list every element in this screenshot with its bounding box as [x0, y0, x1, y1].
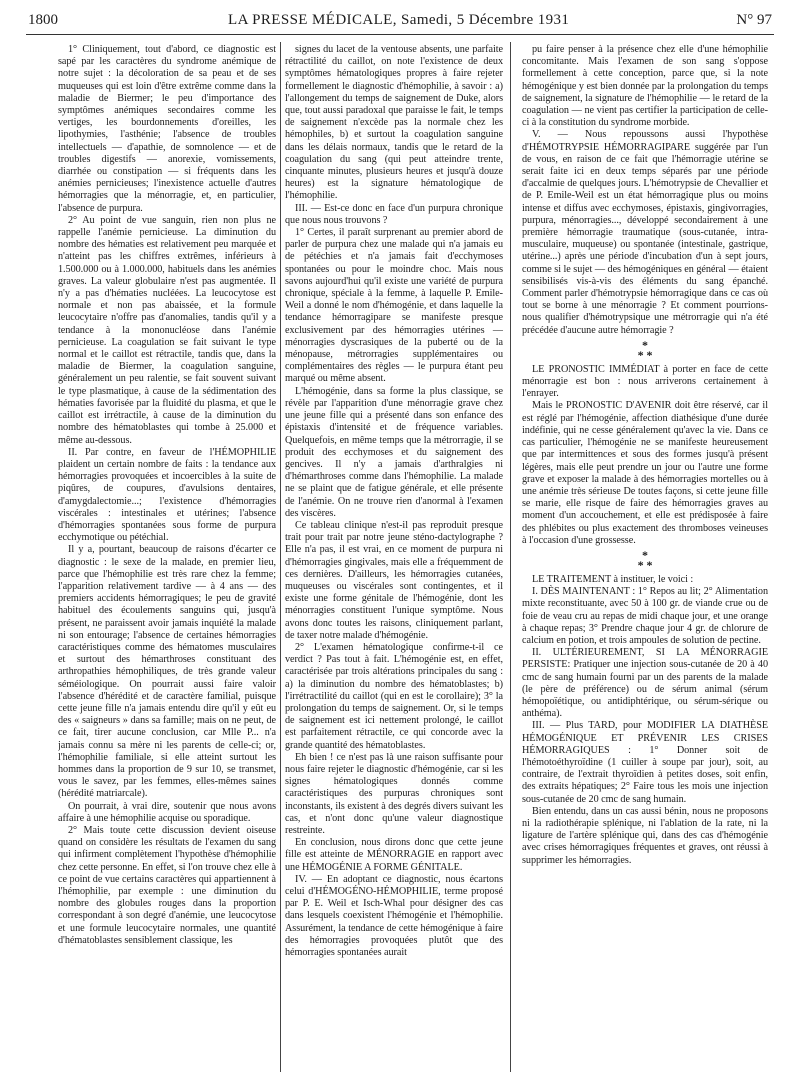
page-header — [28, 8, 772, 34]
page-number: 1800 — [28, 12, 58, 28]
paragraph: Ce tableau clinique n'est-il pas reproduit presque trait pour trait par notre jeune sténo-dactylographe ? Elle n'a pas, il est vrai, en ce moment de purpura ni d'hémorragies gingivales, mais elle a fréquemment de ces dernières. D'ailleurs, les hémorragies cutanées, muqueuses ou viscérales sont contingentes, et il existe une forme génitale de l'hémogénie, dont les ménorragies constituent l'unique symptôme. Nous avons donc toutes les raisons, cliniquement parlant, de taxer notre malade d'hémogénie. — [285, 519, 503, 641]
paragraph: On pourrait, à vrai dire, soutenir que nous avons affaire à une hémophilie acquise ou sporadique. — [58, 800, 276, 824]
column-2 — [285, 44, 503, 1074]
separator-star: * — [642, 337, 648, 352]
paragraph: II. Par contre, en faveur de l'HÉMOPHILIE plaident un certain nombre de faits : la tendance aux hémorragies provoquées et incoercibles à la suite de piqûres, de coupures, d'avulsions dentaires, d'amygdalectomie...; l'existence d'hémorragies viscérales : intestinales et utérines; l'absence d'hémorragies spontanées sous forme de purpura ecchymotique ou pétéchial. — [58, 446, 276, 544]
paragraph: pu faire penser à la présence chez elle d'une hémophilie concomitante. Mais l'examen de son sang s'oppose formellement à cette conception, parce que, si la note hémogénique y est bien donnée par la prolongation du temps de saignement, la signature de l'hémophilie — le retard de la coagulation — ne vient pas certifier la participation de celle-ci à la constitution du syndrome morbide. — [522, 44, 768, 129]
section-separator — [522, 337, 768, 362]
paragraph: IV. — En adoptant ce diagnostic, nous écartons celui d'HÉMOGÉNO-HÉMOPHILIE, terme proposé par P. E. Weil et Isch-Whal pour désigner des cas dans lesquels coexistent l'hémogénie et l'hémophilie. Assurément, la tendance de cette hémogénique à faire des hémorragies provoquées plutôt que des hémorragies spontanées aurait — [285, 873, 503, 959]
paragraph: Mais le PRONOSTIC D'AVENIR doit être réservé, car il est réglé par l'hémogénie, affection diathésique d'une durée indéfinie, qui ne cesse généralement qu'avec la vie. Dans ce cas particulier, l'hémogénie ne se manifeste heureusement que par intermittences et sous des formes jusqu'à présent légères, mais elle peut prendre un jour ou l'autre une forme grave et exposer la malade à des hémorragies mortelles ou à une anémie très sérieuse De toutes façons, si cette jeune fille se marie, elle risque de faire des hémorragies graves au moment d'un accouchement, et elle est prédisposée à faire des phlébites ou plus exactement des thromboses veineuses à l'occasion d'une grossesse. — [522, 400, 768, 546]
paragraph: 2° L'examen hématologique confirme-t-il ce verdict ? Pas tout à fait. L'hémogénie est, en effet, caractérisée par trois altérations principales du sang : a) la diminution du nombre des hématoblastes; b) l'irrétractilité du caillot (qui en est le corollaire); 3° la prolongation du temps de saignement. Or, si le temps de saignement est ici nettement prolongé, le caillot est parfaitement rétractile, ce qui concorde avec la grande quantité des hématoblastes. — [285, 641, 503, 751]
paragraph: III. — Plus TARD, pour MODIFIER LA DIATHÈSE HÉMOGÉNIQUE ET PRÉVENIR LES CRISES HÉMORRAGIQUES : 1° Donner soit de l'hémotoéthyroïdine (1 cuiller à soupe par jour), soit, au contraire, de l'extrait thyroïdien à petites doses, soit enfin, des extraits hépatiques; 2° Faire tous les mois une injection sous-cutanée de 20 cmc de sang humain. — [522, 720, 768, 805]
section-separator — [522, 547, 768, 572]
paragraph: L'hémogénie, dans sa forme la plus classique, se révèle par l'apparition d'une ménorragie grave chez une jeune fille qui a présenté dans son enfance des épistaxis d'intensité et de fréquence variables. Quelquefois, en même temps que la métrorragie, il se produit des ecchymoses et du saignement des gencives. Il n'y a jamais d'arthralgies ni d'hémarthroses comme dans l'hémophilie. La malade ne se plaint que de fatigue générale, et elle présente de l'anémie. On ne trouve rien d'anormal à l'examen des viscères. — [285, 385, 503, 519]
column-1 — [58, 44, 276, 1074]
header-rule — [26, 34, 774, 35]
paragraph: 1° Certes, il paraît surprenant au premier abord de parler de purpura chez une malade qui n'a jamais eu de pétéchies et n'a jamais fait d'ecchymoses spontanées ou pour le moindre choc. Mais nous savons aujourd'hui qu'il existe une variété de purpura chronique, spéciale à la femme, à laquelle P. Emile-Weil a donné le nom d'hémogénie, et dans laquelle la tendance hémorragipare se manifeste presque exclusivement par des hémorragies utérines — ménorragies dyscrasiques de la puberté ou de la ménopause, métrorragies supplémentaires ou complémentaires des règles — le purpura étant peu marqué ou même absent. — [285, 227, 503, 385]
paragraph: LE PRONOSTIC IMMÉDIAT à porter en face de cette ménorragie est bon : nous arriverons certainement à l'enrayer. — [522, 363, 768, 400]
separator-star: * — [642, 547, 648, 562]
column-3 — [522, 44, 768, 1074]
column-divider — [280, 42, 281, 1072]
paragraph: I. DÈS MAINTENANT : 1° Repos au lit; 2° Alimentation mixte reconstituante, avec 50 à 100 gr. de viande crue ou de foie de veau cru au repas de midi chaque jour, et une orange à chaque repas; 3° Prendre chaque jour 4 gr. de chlorure de calcium en potion, et trois ampoules de solution de pectine. — [522, 586, 768, 646]
paragraph: V. — Nous repoussons aussi l'hypothèse d'HÉMOTRYPSIE HÉMORRAGIPARE suggérée par l'un de vous, en raison de ce fait que l'hémorragie utérine se serait faite ici en deux temps séparés par une période d'accalmie de quelques jours. L'hémotrypsie de Chevallier et de P. Emile-Weil est un état hémorragique plus ou moins intense et diffus avec ecchymoses, épistaxis, gingivorragies, purpura, ménorragies..., développé secondairement à une première hémorragie traumatique (sous-cutanée, intra-musculaire, muqueuse) ou spontanée (intestinale, gastrique, utérine...) après une période d'incubation d'un à sept jours, comme si le sujet — des hémogéniques en général — étaient sensibilisés vis-à-vis des éléments du sang épanché. Comment parler d'hémotrypsie hémorragique dans ce cas où tout se borne à une ménorragie ? Et comment pourrions-nous qualifier d'hémotrypsique une métrorragie qui n'a été précédée d'aucune autre hémorragie ? — [522, 129, 768, 336]
separator-stars: * * — [637, 347, 653, 362]
paragraph: En conclusion, nous dirons donc que cette jeune fille est atteinte de MÉNORRAGIE en rapport avec une HÉMOGÉNIE A FORME GÉNITALE. — [285, 837, 503, 873]
paragraph: III. — Est-ce donc en face d'un purpura chronique que nous nous trouvons ? — [285, 202, 503, 226]
journal-title: LA PRESSE MÉDICALE, Samedi, 5 Décembre 1931 — [228, 12, 570, 28]
paragraph: Eh bien ! ce n'est pas là une raison suffisante pour nous faire rejeter le diagnostic d'hémogénie, car si les signes hématologiques donnés comme caractéristiques des purpuras chroniques sont inconstants, ils existent à des degrés divers suivant les cas, et n'ont donc qu'une valeur diagnostique restreinte. — [285, 751, 503, 836]
paragraph: 2° Mais toute cette discussion devient oiseuse quand on considère les résultats de l'examen du sang qui infirment complètement l'hypothèse d'hémophilie chez cette personne. En effet, si l'on trouve chez elle à ce point de vue certains caractères qui appartiennent à l'hémophilie, par exemple : une diminution du nombre des globules rouges dans la proportion correspondant à son degré d'anémie, une leucocytose et une formule leucocytaire normales, une quantité d'hématoblastes sensiblement classique, les — [58, 825, 276, 946]
column-divider — [510, 42, 511, 1072]
paragraph: 1° Cliniquement, tout d'abord, ce diagnostic est sapé par les caractères du syndrome anémique de notre sujet : la décoloration de sa peau et de ses muqueuses qui est loin d'être extrême comme dans la maladie de Biermer; le peu d'importance des symptômes anémiques secondaires comme les vertiges, les bourdonnements d'oreilles, les lipothymies, l'asthénie; l'absence de troubles intellectuels — d'apathie, de somnolence — et de troubles digestifs — anorexie, vomissements, diarrhée ou constipation — si fréquents dans les anémies pernicieuses; l'inexistence actuelle d'autres hémorragies que la ménorragie, et, en particulier, l'absence de purpura. — [58, 44, 276, 214]
paragraph: signes du lacet de la ventouse absents, une parfaite rétractilité du caillot, on note l'existence de deux symptômes hématologiques propres à faire rejeter formellement le diagnostic d'hémophilie, à savoir : a) l'allongement du temps de saignement de Duke, alors que, tout aussi paradoxal que paraisse le fait, le temps de saignement n'excède pas la normale chez les hémophiles, b) et surtout la coagulation sanguine dans les délais normaux, tandis que le retard de la coagulation du sang (qui peut atteindre trente, cinquante minutes, plusieurs heures et jusqu'à douze heures) est la signature hématologique de l'hémophilie. — [285, 44, 503, 202]
paragraph: II. ULTÉRIEUREMENT, SI LA MÉNORRAGIE PERSISTE: Pratiquer une injection sous-cutanée de 20 à 40 cmc de sang humain fourni par un des parents de la malade (le père de préférence) ou de sérum animal (sérum hémopoïétique, ou antidiphtérique, ou sérum-sérique ou anthéma). — [522, 647, 768, 720]
issue-number: N° 97 — [736, 12, 772, 28]
separator-stars: * * — [637, 557, 653, 572]
paragraph: 2° Au point de vue sanguin, rien non plus ne rappelle l'anémie pernicieuse. La diminution du nombre des hématies est relativement peu marquée et n'atteint pas les chiffres extrêmes, inférieurs à 1.500.000 ou à 1.000.000, habituels dans les anémies graves. La valeur globulaire n'est pas augmentée. Il n'y a pas d'hématies nucléées. La leucocytose est normale et non pas abaissée, et la formule leucocytaire n'offre pas d'anomalies, tandis qu'il y a tendance à la mononucléose dans l'anémie pernicieuse. La coagulation se fait suivant le type normal et le caillot est rétractile, tandis que, dans la maladie de Biermer, la coagulation sanguine, généralement un peu ralentie, se fait souvent suivant le type plasmatique, à cause de la sédimentation des hématies favorisée par la fluidité du plasma, et que le caillot est irrétractile, à cause de la diminution du nombre des hématoblastes qui tombe à 25.000 et même au-dessous. — [58, 214, 276, 446]
paragraph: Il y a, pourtant, beaucoup de raisons d'écarter ce diagnostic : le sexe de la malade, en premier lieu, parce que l'hémophilie est très rare chez la femme; l'apparition relativement tardive — à 4 ans — des premiers accidents hémorragiques; le peu de gravité habituel des écoulements sanguins qui, jusqu'à présent, ne paraissent avoir jamais inquiété la malade ni son entourage; l'absence de certaines hémorragies caractéristiques comme des hématomes musculaires et surtout des hémarthroses constituant des arthropathies hémophiliques, de très grande valeur séméiologique. On pourrait aussi faire valoir l'absence d'hérédité et de caractère familial, puisque cette jeune fille n'a jamais entendu dire qu'il y eût eu des « saigneurs » dans sa famille; mais on ne peut, de ce fait, tirer aucune conclusion, car Mlle P... n'a jamais connu sa mère ni les parents de celle-ci; or, l'hémophilie familiale, si elle atteint surtout les hommes dans la proportion de 9 sur 10, se transmet, vous le savez, par les femmes, elles-mêmes saines (hérédité matriarcale). — [58, 544, 276, 800]
paragraph: Bien entendu, dans un cas aussi bénin, nous ne proposons ni la radiothérapie splénique, ni l'ablation de la rate, ni la ligature de l'artère splénique qui, dans des cas d'hémogénie avec crises hémorragiques fréquentes et graves, ont réussi à supprimer les hémorragies. — [522, 805, 768, 866]
paragraph: LE TRAITEMENT à instituer, le voici : — [532, 573, 694, 585]
